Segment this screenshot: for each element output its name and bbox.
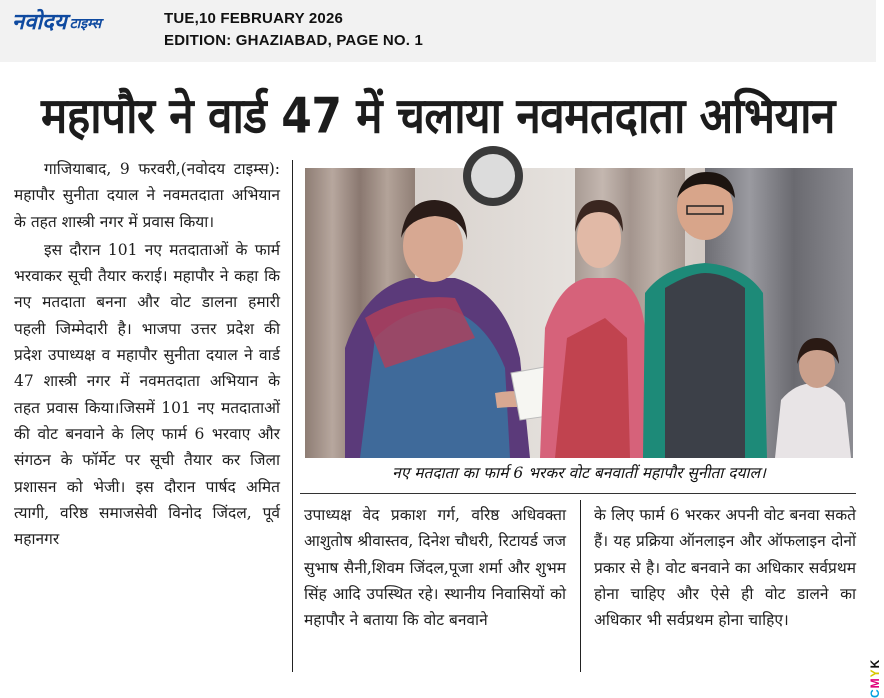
cmyk-c: C [868,688,882,698]
cmyk-registration-mark [868,638,884,698]
column-divider-1 [292,160,293,672]
paragraph-2: इस दौरान 101 नए मतदाताओं के फार्म भरवाकर सूची तैयार कराई। महापौर ने कहा कि नए मतदाता बनना और वोट डालना हमारी पहली जिम्मेदारी है। भाजपा उत्तर प्रदेश की प्रदेश उपाध्यक्ष व महापौर सुनीता दयाल ने वार्ड 47 शास्त्री नगर में नवमतदाता अभियान के तहत प्रवास किया।जिसमें 101 नए मतदाताओं की वोट बनवाने के लिए फार्म 6 भरवाए और संगठन के फॉर्मेट पर सूची तैयार कर जिला प्रशासन को भेजी। इस दौरान पार्षद अमित त्यागी, वरिष्ठ समाजसेवी विनोद जिंदल, पूर्व महानगर [14,240,280,549]
masthead-bar [0,0,876,62]
cmyk-m: M [868,677,882,689]
article-column-3 [594,502,856,633]
article-headline: महापौर ने वार्ड 47 में चलाया नवमतदाता अभियान [41,87,835,145]
edition-line: EDITION: GHAZIABAD, PAGE NO. 1 [164,32,424,49]
newspaper-logo[interactable] [12,6,101,36]
paragraph-3: उपाध्यक्ष वेद प्रकाश गर्ग, वरिष्ठ अधिवक्ता आशुतोष श्रीवास्तव, दिनेश चौधरी, रिटायर्ड जज सुभाष सैनी,शिवम जिंदल,पूजा शर्मा और शुभम सिंह आदि उपस्थित रहे। स्थानीय निवासियों को महापौर ने बताया कि वोट बनवाने [304,506,566,630]
cmyk-y: Y [868,668,882,678]
date-line: TUE,10 FEBRUARY 2026 [164,10,344,27]
photo-caption: नए मतदाता का फार्म 6 भरकर वोट बनवातीं महापौर सुनीता दयाल। [392,464,766,482]
photo-illustration [305,168,853,458]
paragraph-4: के लिए फार्म 6 भरकर अपनी वोट बनवा सकते हैं। यह प्रक्रिया ऑनलाइन और ऑफलाइन दोनों प्रकार से है। वोट बनवाने का अधिकार सर्वप्रथम होना चाहिए और ऐसे ही वोट डालने का अधिकार भी सर्वप्रथम होना चाहिए। [594,506,856,630]
caption-divider [300,493,856,494]
cmyk-k: K [868,658,882,669]
article-column-2 [304,502,566,633]
logo-main-text: नवोदय [12,10,67,35]
paragraph-1: गाजियाबाद, 9 फरवरी,(नवोदय टाइम्स): महापौर सुनीता दयाल ने नवमतदाता अभियान के तहत शास्त्री नगर में प्रवास किया। [14,160,280,231]
article-photo[interactable] [305,168,853,458]
edition-info [164,8,423,52]
article-column-1 [14,156,280,552]
logo-sub-text: टाइम्स [69,15,102,32]
column-divider-2 [580,500,581,672]
